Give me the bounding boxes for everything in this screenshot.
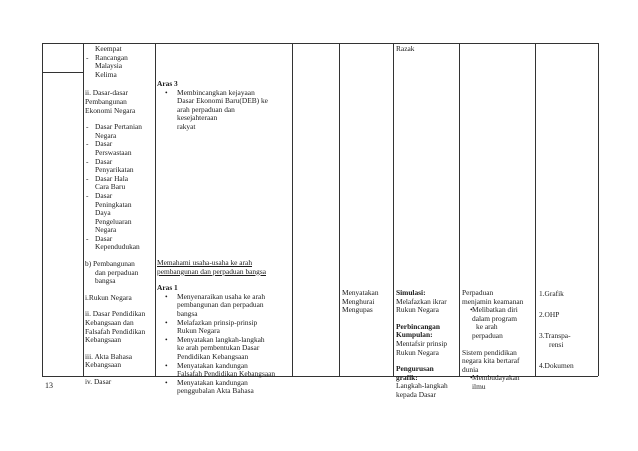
value-item: perpaduan	[472, 330, 503, 340]
column-line	[393, 43, 394, 376]
learning-outcomes-aras3	[157, 80, 291, 132]
column-line	[339, 43, 340, 376]
policy-item: Negara	[95, 130, 117, 140]
learning-outcomes-aras1	[157, 259, 291, 396]
outcome-item: • Membincangkan kejayaan	[157, 89, 291, 98]
text-line: Falsafah Pendidikan	[85, 326, 146, 336]
policy-item: - Dasar	[85, 235, 155, 244]
text-line: bangsa	[95, 276, 116, 286]
aid-item: 2.OHP	[539, 310, 560, 319]
text-line: Kebangsaan	[85, 360, 122, 370]
outcome-item: Rukun Negara	[177, 326, 220, 336]
text-line: Sistem pendidikan	[462, 347, 517, 357]
activities-top	[396, 45, 458, 54]
text-line: Rukun Negara	[396, 347, 439, 357]
outcome-item: • Menyatakan langkah-langkah	[157, 336, 291, 345]
policy-item: Pengeluaran	[95, 216, 132, 226]
policy-item: - Dasar	[85, 192, 155, 201]
aid-item: rensi	[549, 340, 564, 349]
text-line: i.Rukun Negara	[85, 292, 132, 302]
text-line: Mengupas	[342, 305, 373, 315]
outcome-item: pembangunan dan perpaduan	[177, 300, 264, 310]
activity-heading: Simulasi:	[396, 288, 426, 297]
text-line: Rukun Negara	[396, 305, 439, 315]
section-heading: ii. Dasar-dasar	[85, 88, 128, 98]
column-line	[459, 43, 460, 376]
aras-heading: Aras 1	[157, 283, 178, 293]
section-heading: b) Pembangunan	[85, 259, 135, 269]
page-number: 13	[45, 381, 53, 390]
text-line: Mentafsir prinsip	[396, 338, 448, 348]
policy-item: Daya	[95, 208, 111, 218]
column-line	[535, 43, 536, 376]
outcome-item: Pendidikan Kebangsaan	[177, 351, 249, 361]
thinking-skills-column	[342, 289, 392, 315]
value-item: dalam program	[472, 313, 517, 323]
policy-item: Peningkatan	[95, 199, 132, 209]
outcome-item: penggubalan Akta Bahasa	[177, 386, 254, 396]
outcome-item: • Menyatakan kandungan	[157, 362, 291, 371]
policy-item: Negara	[95, 225, 117, 235]
table-top-border	[42, 43, 598, 44]
text-line: Menyatakan	[342, 288, 379, 297]
teaching-aids-column	[539, 289, 597, 370]
outcome-item: arah perpaduan dan	[177, 104, 235, 114]
activity-heading: Kumpulan:	[396, 330, 433, 340]
policy-item: - Dasar	[85, 158, 155, 167]
value-item: ilmu	[472, 381, 486, 391]
text-line: iv. Dasar	[85, 377, 112, 386]
column-line	[42, 43, 43, 376]
activities-column	[396, 289, 458, 400]
column-line	[83, 43, 84, 376]
section-heading: Ekonomi Negara	[85, 105, 136, 115]
policy-item: - Dasar	[85, 140, 155, 149]
outcome-item: • Menyatakan kandungan	[157, 379, 291, 388]
outcome-item: Dasar Ekonomi Baru(DEB) ke	[177, 96, 268, 106]
policy-item: Penyarikatan	[95, 165, 134, 175]
policy-item: Kependudukan	[95, 242, 140, 252]
activity-heading: Perbincangan	[396, 321, 440, 331]
text-line: Malaysia	[95, 61, 123, 71]
objective-line: pembangunan dan perpaduan bangsa	[157, 266, 266, 276]
column-line	[598, 43, 599, 376]
text-line: Melafazkan ikrar	[396, 296, 447, 306]
outcome-item: kesejahteraan	[177, 113, 218, 123]
text-line: Razak	[396, 44, 415, 53]
text-line: negara kita bertaraf	[462, 356, 520, 366]
policy-item: - Dasar Hala	[85, 175, 155, 184]
outcome-item: • Melafazkan prinsip-prinsip	[157, 319, 291, 328]
policy-item: - Dasar Pertanian	[85, 123, 155, 132]
values-column	[462, 289, 534, 392]
aid-item: 4.Dokumen	[539, 361, 574, 370]
aid-item: 1.Grafik	[539, 289, 564, 298]
aras-heading: Aras 3	[157, 79, 178, 88]
text-line: Perpaduan	[462, 288, 494, 297]
text-line: - Rancangan	[85, 54, 155, 63]
policy-item: Cara Baru	[95, 182, 126, 192]
column-line	[292, 43, 293, 376]
outcome-item: ke arah pembentukan Dasar	[177, 343, 260, 353]
text-line: ii. Dasar Pendidikan	[85, 309, 146, 319]
objective-line: Memahami usaha-usaha ke arah	[157, 258, 253, 267]
column-line	[155, 43, 156, 376]
value-item: • Membudayakan	[462, 374, 534, 383]
text-line: kepada Dasar	[396, 389, 437, 399]
text-line: iii. Akta Bahasa	[85, 351, 133, 361]
text-line: menjamin keamanan	[462, 296, 524, 306]
section-heading: Pembangunan	[85, 96, 127, 106]
content-column	[85, 45, 155, 387]
text-line: Keempat	[95, 44, 122, 53]
text-line: Kebangsaan dan	[85, 318, 134, 328]
activity-heading: grafik:	[396, 372, 418, 382]
text-line: dan perpaduan	[95, 267, 139, 277]
value-item: ke arah	[476, 322, 498, 332]
text-line: Kebangsaan	[85, 335, 122, 345]
row-divider	[42, 72, 83, 73]
outcome-item: rakyat	[177, 121, 196, 131]
text-line: Menghurai	[342, 296, 375, 306]
value-item: • Melibatkan diri	[462, 306, 534, 315]
policy-item: Perswastaan	[95, 147, 132, 157]
text-line: Langkah-langkah	[396, 381, 448, 391]
activity-heading: Pengurusan	[396, 364, 434, 374]
outcome-item: Falsafah Pendidikan Kebangsaan	[177, 369, 276, 379]
text-line: dunia	[462, 364, 479, 374]
outcome-item: bangsa	[177, 308, 198, 318]
outcome-item: • Menyenaraikan usaha ke arah	[157, 293, 291, 302]
text-line: Kelima	[95, 69, 117, 79]
aid-item: 3.Transpa-	[539, 331, 571, 340]
